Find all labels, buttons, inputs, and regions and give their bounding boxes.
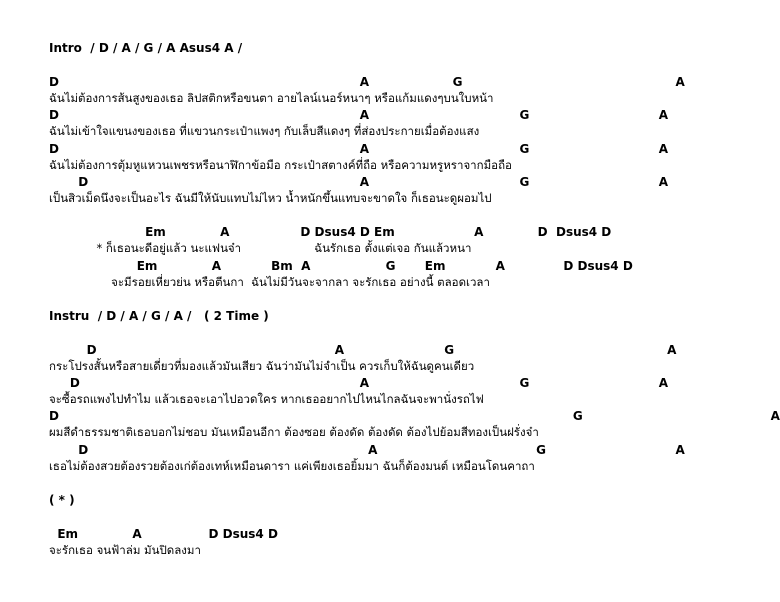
- chord-line: D A G A: [49, 108, 669, 122]
- lyric-line: จะรักเธอ จนฟ้าล่ม มันปิดลงมา: [49, 543, 201, 557]
- chord-line: D A G A: [49, 376, 669, 390]
- chord-line: D A G A: [49, 343, 677, 357]
- lyric-line: จะซื้อรถแพงไปทำไม แล้วเธอจะเอาไปอวดใคร หากเธออยากไปไหนไกลฉันจะพานั่งรถไฟ: [49, 392, 484, 406]
- chord-line: D G A: [49, 409, 780, 423]
- lyric-line: กระโปรงสั้นหรือสายเดี่ยวที่มองแล้วมันเสียว ฉันว่ามันไม่จำเป็น ควรเก็บให้ฉันดูคนเดียว: [49, 359, 475, 373]
- lyric-line: จะมีรอยเหี่ยวย่น หรือตีนกา ฉันไม่มีวันจะจากลา จะรักเธอ อย่างนี้ ตลอดเวลา: [49, 275, 490, 289]
- lyric-line: ฉันไม่ต้องการส้นสูงของเธอ ลิปสติกหรือขนตา อายไลน์เนอร์หนาๆ หรือแก้มแดงๆบนใบหน้า: [49, 91, 494, 105]
- chord-line: D A G A: [49, 142, 669, 156]
- intro-line: Intro / D / A / G / A Asus4 A /: [49, 41, 243, 55]
- lyric-line: ฉันไม่เข้าใจแขนงของเธอ ที่แขวนกระเป๋าแพงๆ กับเล็บสีแดงๆ ที่ส่องประกายเมื่อต้องแสง: [49, 124, 480, 138]
- chord-line: Em A Bm A G Em A D Dsus4 D: [49, 259, 633, 273]
- lyric-line: * ก็เธอนะดีอยู่แล้ว นะแฟนจ๋า ฉันรักเธอ ตั้งแต่เจอ กันแล้วหนา: [49, 241, 472, 255]
- chord-line: D A G A: [49, 175, 669, 189]
- lyric-line: เป็นสิวเม็ดนึงจะเป็นอะไร ฉันมีให้นับแทบไม่ไหว น้ำหนักขึ้นแทบจะขาดใจ ก็เธอนะดูผอมไป: [49, 191, 492, 205]
- instru-line: Instru / D / A / G / A / ( 2 Time ): [49, 309, 269, 323]
- chord-line: D A G A: [49, 443, 685, 457]
- lyric-line: เธอไม่ต้องสวยต้องรวยต้องเก่ต้องเทห์เหมือนดารา แค่เพียงเธอยิ้มมา ฉันก็ต้องมนต์ เหมือนโดนคาถา: [49, 459, 535, 473]
- chord-line: Em A D Dsus4 D: [49, 527, 278, 541]
- lyric-line: ผมสีดำธรรมชาติเธอบอกไม่ชอบ มันเหมือนอีกา ต้องซอย ต้องดัด ต้องดัด ต้องไปย้อมสีทองเป็นฝรั่งจ๋า: [49, 425, 539, 439]
- chorus-repeat-marker: ( * ): [49, 493, 75, 507]
- chord-line: D A G A: [49, 75, 685, 89]
- lyric-line: ฉันไม่ต้องการตุ้มหูแหวนเพชรหรือนาฬิกาข้อมือ กระเป๋าสตางค์ที่ถือ หรือความหรูหราจากมือถือ: [49, 158, 512, 172]
- chord-line: Em A D Dsus4 D Em A D Dsus4 D: [49, 225, 612, 239]
